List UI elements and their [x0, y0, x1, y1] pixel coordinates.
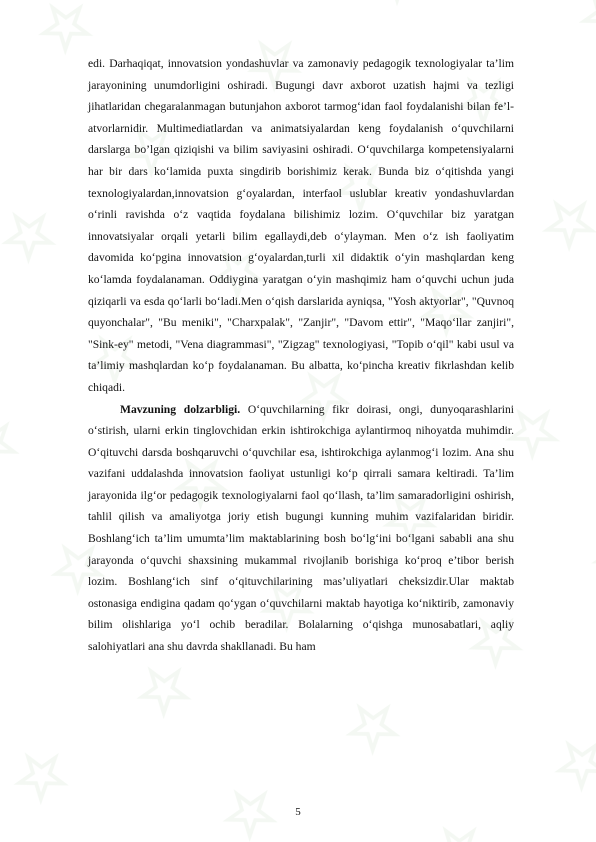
- paragraph-intro: edi. Darhaqiqat, innovatsion yondashuvlar va zamonaviy pedagogik texnologiyalar ta’lim jarayonining unumdorligini oshiradi. Bugungi davr axborot uzatish hajmi va tezligi jihatlaridan chegaralanmagan butunjahon axborot tarmog‘idan faol foydalanishi bilan fe’l-atvorlarnidir. Multimediatlardan va animatsiyalardan keng foydalanish o‘quvchilarni darslarga bo’lgan qiziqishi va bilim saviyasini oshiradi. O‘quvchilarga kompetensiyalarni har bir dars ko‘lamida puxta singdirib borishimiz kerak. Bunda biz o‘qitishda yangi texnologiyalardan,innovatsion g‘oyalardan, interfaol uslublar kreativ yondashuvlardan o‘rinli ravishda o‘z vaqtida foydalana bilishimiz lozim. O‘quvchilar biz yaratgan innovatsiyalar orqali yetarli bilim egallaydi,deb o‘ylayman. Men o‘z ish faoliyatim davomida ko‘pgina innovatsion g‘oyalardan,turli xil didaktik o‘yin mashqlardan keng ko‘lamda foydalanaman. Oddiygina yaratgan o‘yin mashqimiz ham o‘quvchi uchun juda qiziqarli va esda qo‘larli bo‘ladi.Men o‘qish darslarida ayniqsa, "Yosh aktyorlar", "Quvnoq quyonchalar", "Bu meniki", "Charxpalak", "Zanjir", "Davom ettir", "Maqo‘llar zanjiri", "Sink-ey" metodi, "Vena diagrammasi", "Zigzag" texnologiyasi, "Topib o‘qil" kabi usul va ta’limiy mashqlardan ko‘p foydalanaman. Bu albatta, ko‘pincha kreativ fikrlashdan kelib chiqadi.: [88, 57, 514, 394]
- paragraph-relevance: [88, 399, 514, 658]
- paragraph-relevance-body: O‘quvchilarning fikr doirasi, ongi, dunyoqarashlarini o‘stirish, ularni erkin tinglovchidan erkin ishtirokchiga aylantirmoq nihoyatda muhimdir. O‘qituvchi darsda boshqaruvchi o‘quvchilar esa, ishtirokchiga aylanmog‘i lozim. Ana shu vazifani uddalashda innovatsion faoliyat ustunligi ko‘p qirrali samara keltiradi. Ta’lim jarayonida ilg‘or pedagogik texnologiyalarni faol qo‘llash, ta’lim samaradorligini oshirish, tahlil qilish va amaliyotga joriy etish bugungi kunning muhim vazifalaridan biridir. Boshlang‘ich ta’lim umumta’lim maktablarining bosh bo‘lg‘ini bo‘lgani sababli ana shu jarayonda o‘quvchi shaxsining mukammal rivojlanib borishiga ko‘proq e’tibor berish lozim. Boshlang‘ich sinf o‘qituvchilarining mas’uliyatlari cheksizdir.Ular maktab ostonasiga endigina qadam qo‘ygan o‘quvchilarni maktab hayotiga ko‘niktirib, zamonaviy bilim olishlariga yo‘l ochib beradilar. Bolalarning o‘qishga munosabatlari, aqliy salohiyatlari ana shu davrda shakllanadi. Bu ham: [88, 402, 514, 654]
- page-number: 5: [295, 806, 301, 818]
- section-heading: Mavzuning dolzarbligi.: [120, 402, 241, 416]
- document-page: [88, 53, 514, 658]
